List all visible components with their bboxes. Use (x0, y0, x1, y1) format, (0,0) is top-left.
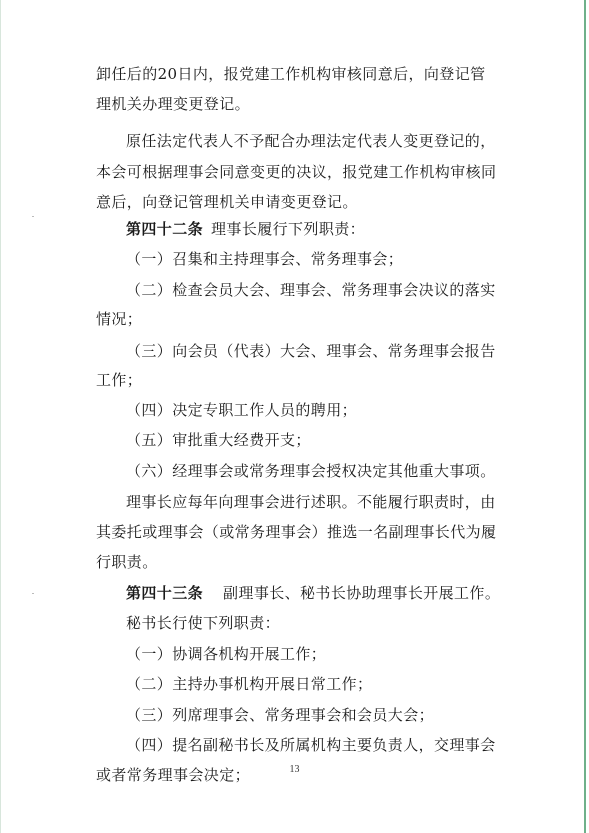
text-line: （三）列席理事会、常务理事会和会员大会； (126, 706, 435, 724)
page-number: 13 (289, 764, 300, 775)
text-line: 情况； (96, 310, 143, 328)
text-line: 原任法定代表人不予配合办理法定代表人变更登记的， (126, 132, 496, 150)
text-line: 理机关办理变更登记。 (96, 95, 251, 113)
text-line: 本会可根据理事会同意变更的决议，报党建工作机构审核同 (96, 163, 497, 181)
text-line: （五）审批重大经费开支； (126, 431, 311, 449)
scan-speck (32, 216, 34, 217)
page-right-edge (584, 0, 586, 833)
article-text: 副理事长、秘书长协助理事长开展工作。 (223, 584, 501, 602)
text-line: 秘书长行使下列职责： (126, 614, 281, 632)
text-line: 行职责。 (96, 553, 158, 571)
text-line: （一）召集和主持理事会、常务理事会； (126, 250, 404, 268)
text-line: 工作； (96, 371, 143, 389)
article-heading-line (96, 581, 500, 605)
scan-speck (32, 593, 34, 594)
text-line: （四）决定专职工作人员的聘用； (126, 401, 358, 419)
text-line: （六）经理事会或常务理事会授权决定其他重大事项。 (126, 462, 496, 480)
article-number: 第四十二条 (126, 220, 204, 238)
article-number: 第四十三条 (126, 584, 204, 602)
article-text: 理事长履行下列职责： (211, 220, 366, 238)
text-line: 理事长应每年向理事会进行述职。不能履行职责时，由 (126, 493, 496, 511)
text-line: （三）向会员（代表）大会、理事会、常务理事会报告 (126, 342, 496, 360)
text-line: （二）检查会员大会、理事会、常务理事会决议的落实 (126, 281, 496, 299)
text-line: （一）协调各机构开展工作； (126, 645, 327, 663)
page-left-edge (0, 0, 1, 833)
text-line: 或者常务理事会决定； (96, 766, 251, 784)
text-line: （二）主持办事机构开展日常工作； (126, 675, 373, 693)
text-line: 其委托或理事会（或常务理事会）推选一名副理事长代为履 (96, 523, 497, 541)
text-line: 卸任后的20日内，报党建工作机构审核同意后，向登记管 (96, 65, 486, 83)
article-heading-line (96, 217, 365, 241)
text-line: 意后，向登记管理机关申请变更登记。 (96, 193, 358, 211)
text-line: （四）提名副秘书长及所属机构主要负责人，交理事会 (126, 736, 496, 754)
